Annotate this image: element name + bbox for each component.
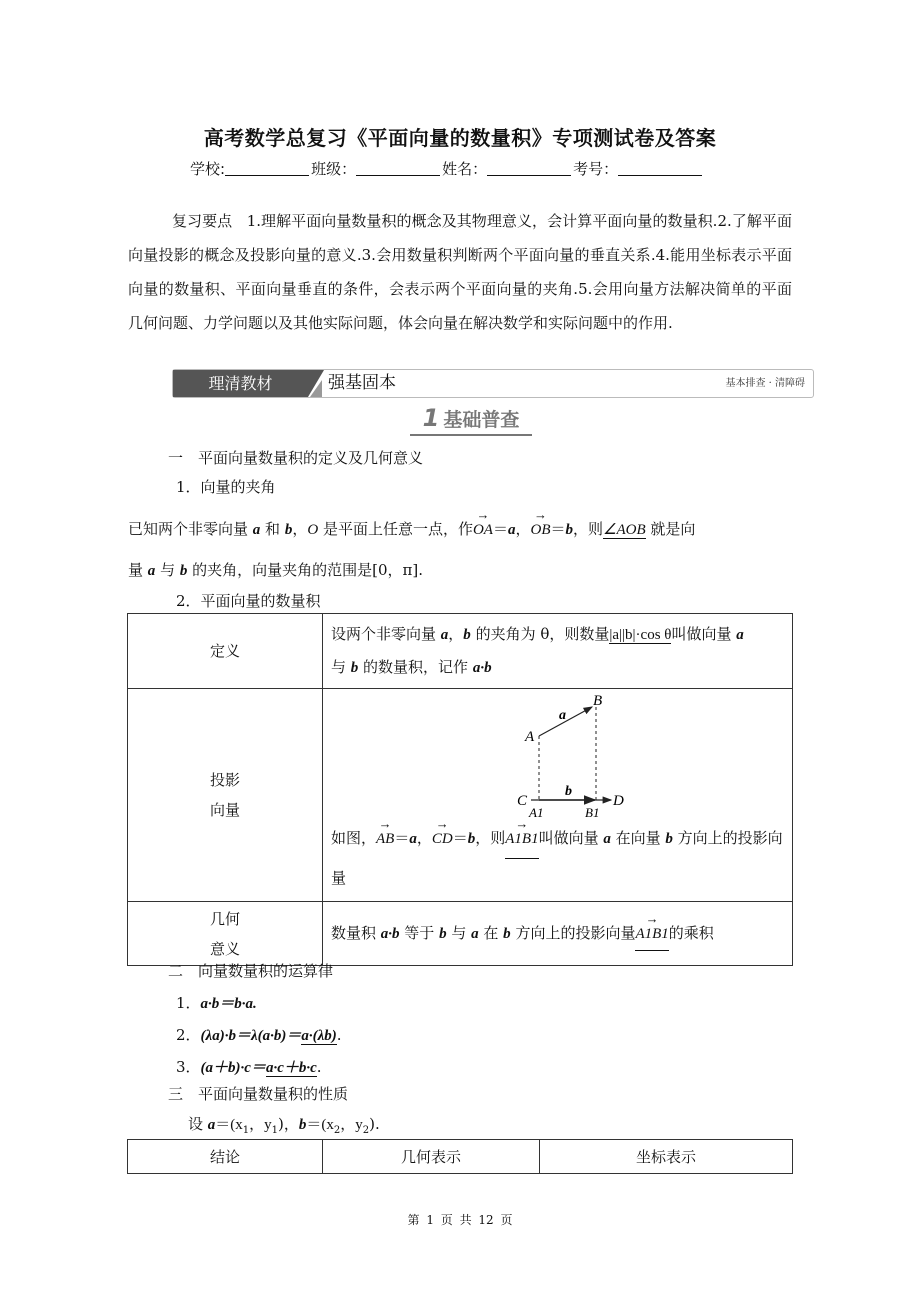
banner-left-label: 理清教材	[173, 370, 308, 397]
notation-a-dot-b: a·b	[380, 925, 400, 942]
projection-text	[331, 819, 784, 897]
label-b: b	[565, 784, 572, 799]
label-line2: 向量	[209, 801, 240, 819]
text: ＝	[452, 829, 468, 847]
text: 的乘积	[668, 923, 714, 942]
law-number: 1．	[176, 994, 201, 1012]
var-b: b	[298, 1117, 307, 1133]
section1-sub2: 2．平面向量的数量积	[176, 592, 321, 610]
text: 叫做向量	[671, 625, 737, 643]
text: 就是向	[645, 520, 696, 538]
text: .	[316, 1058, 322, 1076]
label-line1: 几何	[209, 909, 240, 928]
projection-content	[323, 689, 793, 902]
text: ，则	[475, 829, 506, 847]
coordinates-setup	[188, 1113, 380, 1136]
formula-magnitude-cos: |a||b|·cos θ	[609, 627, 672, 643]
label-line1: 投影	[209, 771, 240, 789]
text: ，y	[340, 1117, 363, 1133]
student-info-line	[190, 158, 704, 179]
label-B: B	[593, 693, 603, 709]
var-a: a	[409, 831, 417, 847]
text: ，	[515, 520, 531, 538]
text: 数量积	[331, 923, 381, 942]
var-b: b	[284, 522, 293, 538]
text: 如图，	[331, 829, 377, 847]
row-label-projection-vector	[128, 689, 323, 902]
var-a: a	[507, 522, 516, 538]
vector-OA: → OA	[473, 522, 493, 539]
table-header-row	[128, 1140, 793, 1174]
var-b: b	[565, 522, 574, 538]
school-label: 学校:	[190, 160, 226, 178]
var-b: b	[503, 925, 511, 942]
label-C: C	[517, 793, 528, 809]
law-formula-lhs: (λa)·b＝λ(a·b)＝	[200, 1028, 302, 1044]
basic-check-label: 基础普查	[443, 409, 520, 431]
var-a: a	[207, 1117, 216, 1133]
header-coordinate: 坐标表示	[540, 1140, 793, 1174]
class-label: 班级：	[311, 160, 357, 178]
law-number: 3．	[176, 1058, 201, 1076]
text: ，	[416, 829, 432, 847]
label-D: D	[613, 793, 624, 809]
school-blank[interactable]	[225, 160, 309, 176]
subscript: 1	[271, 1125, 279, 1136]
row-label-geometric-meaning	[128, 902, 323, 966]
text: 的夹角，向量夹角的范围是[0，π].	[187, 561, 423, 579]
header-geometric: 几何表示	[323, 1140, 540, 1174]
vector-CD: → CD	[432, 820, 453, 858]
section2-heading: 二 向量数量积的运算律	[168, 962, 334, 980]
var-a: a	[736, 627, 744, 643]
law-commutative	[176, 992, 257, 1013]
text: 在向量	[610, 829, 666, 847]
label-line2: 意义	[209, 939, 240, 958]
text: 叫做向量	[538, 829, 604, 847]
label-a: a	[559, 708, 566, 723]
properties-table	[127, 1139, 793, 1174]
basic-check-number: 1	[422, 404, 440, 432]
law-number: 2．	[176, 1026, 201, 1044]
text: 设两个非零向量	[331, 625, 441, 643]
projection-diagram	[509, 689, 669, 819]
text: ＝	[550, 520, 566, 538]
review-text: 1.理解平面向量数量积的概念及其物理意义，会计算平面向量的数量积.2.了解平面向量投影的概念及投影向量的意义.3.会用数量积判断两个平面向量的垂直关系.4.能用坐标表示平面向量的数量积、平面向量垂直的条件，会表示两个平面向量的夹角.5.会用向量方法解决简单的平面几何问题、力学问题以及其他实际问题，体会向量在解决数学和实际问题中的作用.	[128, 212, 792, 332]
text: ).	[369, 1115, 380, 1133]
definition-content	[323, 614, 793, 689]
section1-sub1: 1．向量的夹角	[176, 478, 276, 496]
var-O: O	[307, 522, 319, 538]
subscript: 1	[242, 1125, 250, 1136]
var-a: a	[440, 627, 449, 643]
var-b: b	[463, 627, 471, 643]
law-distributive	[176, 1056, 322, 1077]
subscript: 2	[362, 1125, 370, 1136]
text: 与	[155, 561, 180, 579]
review-points	[128, 204, 792, 340]
law-formula-rhs: a·(λb)	[301, 1028, 337, 1044]
banner-middle-label: 强基固本	[328, 373, 396, 393]
text: 方向上的投影向量	[510, 923, 636, 942]
text: ，	[292, 520, 308, 538]
text: ＝(x	[215, 1117, 243, 1133]
text: 设	[188, 1115, 208, 1133]
text: ＝(x	[306, 1117, 334, 1133]
label-B1: B1	[585, 805, 600, 819]
header-conclusion: 结论	[128, 1140, 323, 1174]
vector-AB: → AB	[376, 820, 394, 858]
angle-definition-line2	[128, 559, 423, 580]
document-title: 高考数学总复习《平面向量的数量积》专项测试卷及答案	[203, 126, 717, 150]
text: 与	[446, 923, 472, 942]
law-formula: a·b＝b·a.	[200, 996, 257, 1012]
angle-AOB: ∠AOB	[603, 522, 646, 538]
text: 方向上的投影向量	[331, 829, 783, 887]
class-blank[interactable]	[356, 160, 440, 176]
basic-check-heading	[410, 404, 532, 436]
notation-a-dot-b: a·b	[472, 660, 492, 676]
section-banner	[172, 369, 814, 398]
text: 的数量积，记作	[358, 658, 473, 676]
var-a: a	[252, 522, 261, 538]
law-scalar	[176, 1024, 342, 1045]
name-blank[interactable]	[487, 160, 571, 176]
dot-product-definition-table	[127, 613, 793, 966]
vector-A1B1: → A1B1	[505, 820, 538, 859]
section3-heading: 三 平面向量数量积的性质	[168, 1085, 349, 1103]
banner-divider-accent	[310, 380, 322, 397]
text: .	[336, 1026, 342, 1044]
var-b: b	[467, 831, 476, 847]
name-label: 姓名：	[442, 160, 488, 178]
text: )，	[278, 1115, 299, 1133]
page-footer: 第 1 页 共 12 页	[407, 1213, 513, 1227]
exam-number-label: 考号：	[573, 160, 619, 178]
text: 在	[478, 923, 504, 942]
var-a: a	[471, 925, 479, 942]
text: ，	[448, 625, 464, 643]
banner-right-label: 基本排查 · 清障碍	[725, 378, 805, 389]
table-row	[128, 689, 793, 902]
text: ，则	[573, 520, 604, 538]
row-label-definition: 定义	[128, 614, 323, 689]
text: 的夹角为 θ，则数量	[470, 625, 610, 643]
vector-A1B1: → A1B1	[635, 918, 668, 951]
text: ＝	[394, 829, 410, 847]
text: ，y	[249, 1117, 272, 1133]
table-row	[128, 614, 793, 689]
law-formula-rhs: a·c＋b·c	[265, 1060, 317, 1076]
vector-OB: → OB	[531, 522, 551, 539]
var-b: b	[350, 660, 359, 676]
table-row	[128, 902, 793, 966]
var-a: a	[603, 831, 611, 847]
geometric-meaning-content	[323, 902, 793, 966]
review-label: 复习要点	[172, 212, 233, 230]
exam-number-blank[interactable]	[618, 160, 702, 176]
angle-definition-line1	[128, 518, 695, 539]
label-A1: A1	[529, 805, 544, 819]
subscript: 2	[333, 1125, 341, 1136]
var-a: a	[147, 563, 156, 579]
section1-heading: 一 平面向量数量积的定义及几何意义	[168, 449, 424, 467]
text: 已知两个非零向量	[128, 520, 253, 538]
var-b: b	[439, 925, 447, 942]
label-A: A	[525, 729, 535, 745]
projection-figure	[331, 689, 784, 819]
text: 是平面上任意一点，作	[318, 520, 473, 538]
text: 量	[128, 561, 144, 579]
var-b: b	[665, 831, 673, 847]
text: 与	[331, 658, 351, 676]
var-b: b	[179, 563, 188, 579]
text: ＝	[492, 520, 508, 538]
text: 等于	[399, 923, 440, 942]
law-formula-lhs: (a＋b)·c＝	[200, 1060, 266, 1076]
text: 和	[260, 520, 285, 538]
